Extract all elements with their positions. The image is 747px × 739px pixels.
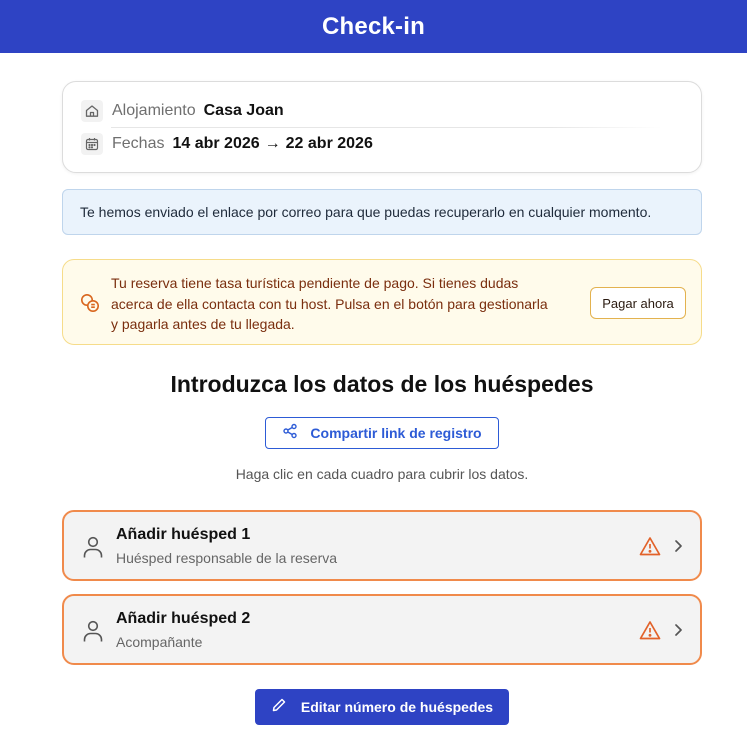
person-icon — [82, 535, 104, 559]
tourist-tax-line: Tu reserva tiene tasa turística pendiente de pago. Si tienes dudas — [111, 275, 519, 291]
date-from: 14 abr 2026 — [172, 135, 260, 152]
date-to: 22 abr 2026 — [285, 135, 373, 152]
dates-label: Fechas — [112, 135, 165, 152]
guest-title: Añadir huésped 2 — [116, 610, 251, 627]
home-icon — [81, 100, 103, 122]
accommodation-row — [81, 99, 284, 123]
guests-section-title: Introduzca los datos de los huéspedes — [170, 371, 594, 397]
tourist-tax-line: y pagarla antes de tu llegada. — [111, 316, 295, 332]
guests-hint: Haga clic en cada cuadro para cubrir los datos. — [235, 466, 529, 482]
calendar-icon — [81, 133, 103, 155]
alert-triangle-icon — [639, 620, 661, 640]
guest-subtitle: Acompañante — [116, 634, 203, 650]
tourist-tax-warning — [62, 259, 702, 345]
chevron-right-icon — [672, 538, 684, 554]
email-info-banner — [62, 189, 702, 235]
pencil-icon — [271, 697, 287, 718]
edit-guest-count-button[interactable] — [255, 689, 509, 725]
share-registration-link-button[interactable] — [265, 417, 499, 449]
page-title: Check-in — [322, 12, 425, 40]
booking-summary-card — [62, 81, 702, 173]
accommodation-label: Alojamiento — [112, 102, 196, 119]
guest-card-1[interactable] — [62, 510, 702, 581]
top-bar — [0, 0, 747, 53]
chevron-right-icon — [672, 622, 684, 638]
guest-title: Añadir huésped 1 — [116, 526, 251, 543]
share-registration-link-label: Compartir link de registro — [310, 425, 482, 441]
alert-triangle-icon — [639, 536, 661, 556]
booking-divider — [111, 127, 661, 128]
dates-row — [81, 132, 373, 156]
tourist-tax-line: acerca de ella contacta con tu host. Pulsa en el botón para gestionarla — [111, 295, 548, 312]
email-info-text: Te hemos enviado el enlace por correo para que puedas recuperarlo en cualquier momento. — [80, 204, 652, 220]
share-icon — [282, 423, 298, 444]
edit-guest-count-label: Editar número de huéspedes — [300, 699, 494, 715]
accommodation-value: Casa Joan — [203, 102, 284, 119]
pay-now-button[interactable]: Pagar ahora — [590, 287, 686, 319]
tourist-tax-text — [111, 273, 591, 335]
guest-card-2[interactable] — [62, 594, 702, 665]
person-icon — [82, 619, 104, 643]
coins-icon — [79, 292, 101, 314]
guest-subtitle: Huésped responsable de la reserva — [116, 550, 338, 566]
date-arrow: → — [264, 135, 281, 152]
